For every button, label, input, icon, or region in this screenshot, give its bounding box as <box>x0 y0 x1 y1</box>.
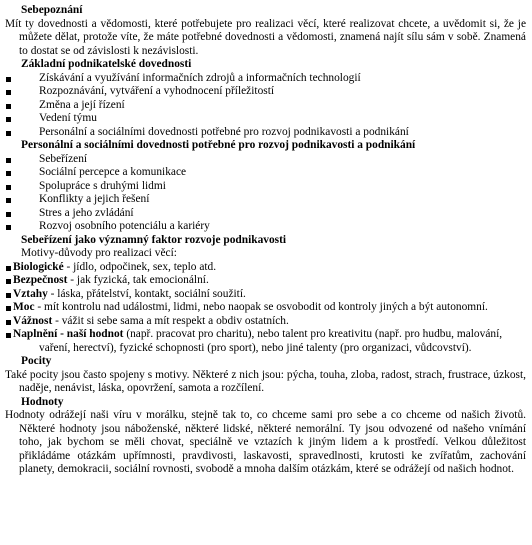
list-item: Rozvoj osobního potenciálu a kariéry <box>5 220 526 234</box>
list-item: Změna a její řízení <box>5 99 526 113</box>
list-item: Získávání a využívání informačních zdrojů a informačních technologií <box>5 72 526 86</box>
motive-desc: - jak fyzická, tak emocionální. <box>67 274 209 286</box>
list-zakladni-dovednosti <box>5 72 526 140</box>
motives-intro: Motivy-důvody pro realizaci věcí: <box>21 247 177 259</box>
motive-term: Vztahy <box>13 287 48 300</box>
motive-desc: (např. pracovat pro charitu), nebo talent pro kreativitu (např. pro hudbu, malování, vaření, herectví), fyzické schopnosti (pro sport), nebo jiné talenty (pro organizaci, vůdcovství). <box>39 328 503 354</box>
list-item: Vedení týmu <box>5 112 526 126</box>
paragraph-sebepoznani: Mít ty dovednosti a vědomosti, které potřebujete pro realizaci věcí, které realizovat chcete, a uvědomit si, že je můžete dělat, protože víte, že máte potřebné dovednosti a vědomosti, znamená najít sílu sám v sobě. Znamená to dostat se od závislosti k nezávislosti. <box>5 17 526 57</box>
list-item <box>5 261 526 275</box>
list-item <box>5 301 526 315</box>
list-item <box>5 274 526 288</box>
heading-personalni-dovednosti: Personální a sociálními dovednosti potřebné pro rozvoj podnikavosti a podnikání <box>21 139 416 151</box>
list-item: Sebeřízení <box>5 153 526 167</box>
list-item: Personální a sociálními dovednosti potřebné pro rozvoj podnikavosti a podnikání <box>5 126 526 140</box>
list-item <box>5 328 526 355</box>
heading-hodnoty: Hodnoty <box>21 395 64 408</box>
paragraph-hodnoty: Hodnoty odrážejí naši víru v morálku, stejně tak to, co chceme sami pro sebe a co chceme od našich životů. Některé hodnoty jsou náboženské, některé lidské, některé nemorální. Ty jsou odvozené od našeho vnímání toho, jak bychom se měli chovat, speciálně ve vztazích k jiným lidem a k prostředí. Velkou důležitost přikládáme otázkám upřímnosti, pravdivosti, laskavosti, spravedlnosti, krutosti ke zvířatům, zachování planety, demokracii, sociální rovnosti, svobodě a mnoha dalším otázkám, které se odrážejí od našich hodnot. <box>5 409 526 475</box>
motive-desc: - jídlo, odpočinek, sex, teplo atd. <box>63 260 217 273</box>
list-item: Rozpoznávání, vytváření a vyhodnocení příležitostí <box>5 85 526 99</box>
heading-sebepoznani: Sebepoznání <box>21 4 83 16</box>
heading-seberizeni: Sebeřízení jako významný faktor rozvoje podnikavosti <box>21 233 287 246</box>
motive-term: Bezpečnost <box>13 274 68 286</box>
list-item: Stres a jeho zvládání <box>5 207 526 221</box>
list-item: Konflikty a jejich řešení <box>5 193 526 207</box>
heading-pocity: Pocity <box>21 355 52 367</box>
motive-term: Vážnost <box>13 314 53 327</box>
motive-desc: - vážit si sebe sama a mít respekt a obdiv ostatních. <box>52 314 289 327</box>
motive-term: Biologické <box>13 260 64 273</box>
paragraph-pocity: Také pocity jsou často spojeny s motivy. Některé z nich jsou: pýcha, touha, zloba, radost, strach, frustrace, úzkost, naděje, nenávist, láska, opovržení, samota a rozčílení. <box>5 368 526 394</box>
motive-term: Naplnění - naší hodnot <box>13 328 124 340</box>
motive-term: Moc <box>13 301 35 313</box>
motive-desc: - láska, přátelství, kontakt, sociální soužití. <box>47 287 246 300</box>
list-personalni-dovednosti <box>5 153 526 234</box>
heading-zakladni-dovednosti: Základní podnikatelské dovednosti <box>21 58 192 70</box>
list-motivy <box>5 261 526 356</box>
list-item <box>5 315 526 329</box>
list-item <box>5 288 526 302</box>
list-item: Sociální percepce a komunikace <box>5 166 526 180</box>
list-item: Spolupráce s druhými lidmi <box>5 180 526 194</box>
motive-desc: - mít kontrolu nad událostmi, lidmi, nebo naopak se osvobodit od kontroly jiných a být autonomní. <box>34 301 488 313</box>
